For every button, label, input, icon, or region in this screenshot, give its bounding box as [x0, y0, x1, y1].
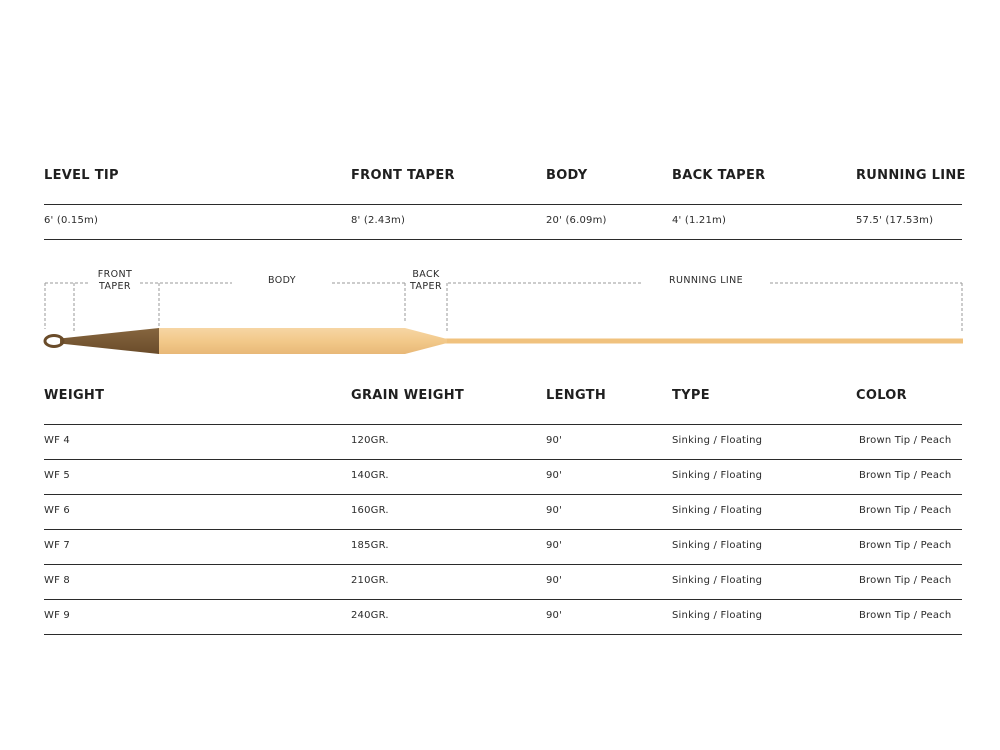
- header-running-line: RUNNING LINE: [856, 168, 966, 183]
- header-front-taper: FRONT TAPER: [351, 168, 455, 183]
- fly-line-svg: [0, 255, 1000, 365]
- cell-color: Brown Tip / Peach: [859, 610, 952, 621]
- header-back-taper: BACK TAPER: [672, 168, 766, 183]
- cell-type: Sinking / Floating: [672, 540, 763, 551]
- cell-grain-weight: 160GR.: [351, 505, 389, 516]
- header-type: TYPE: [672, 388, 710, 403]
- cell-color: Brown Tip / Peach: [859, 505, 952, 516]
- value-front-taper: 8' (2.43m): [351, 215, 406, 226]
- cell-length: 90': [546, 435, 563, 446]
- cell-grain-weight: 120GR.: [351, 435, 389, 446]
- value-level-tip: 6' (0.15m): [44, 215, 99, 226]
- diagram-label-back-taper: BACK TAPER: [410, 269, 442, 292]
- running-line-segment: [440, 339, 963, 344]
- cell-type: Sinking / Floating: [672, 470, 763, 481]
- cell-type: Sinking / Floating: [672, 575, 763, 586]
- cell-weight: WF 4: [44, 435, 70, 446]
- table-row: [0, 425, 1000, 460]
- cell-weight: WF 8: [44, 575, 70, 586]
- cell-length: 90': [546, 575, 563, 586]
- cell-weight: WF 5: [44, 470, 70, 481]
- cell-type: Sinking / Floating: [672, 435, 763, 446]
- value-body: 20' (6.09m): [546, 215, 607, 226]
- table-row: [0, 530, 1000, 565]
- segment-guides: [45, 283, 962, 331]
- table-row: [0, 495, 1000, 530]
- taper-header-rule: [44, 204, 962, 205]
- taper-bottom-rule: [44, 239, 962, 240]
- cell-color: Brown Tip / Peach: [859, 575, 952, 586]
- diagram-label-running-line: RUNNING LINE: [668, 275, 744, 286]
- cell-weight: WF 6: [44, 505, 70, 516]
- cell-type: Sinking / Floating: [672, 610, 763, 621]
- cell-length: 90': [546, 610, 563, 621]
- cell-grain-weight: 185GR.: [351, 540, 389, 551]
- diagram-label-body: BODY: [267, 275, 297, 286]
- fly-line-diagram: [0, 255, 1000, 365]
- value-running-line: 57.5' (17.53m): [856, 215, 934, 226]
- header-color: COLOR: [856, 388, 907, 403]
- cell-grain-weight: 140GR.: [351, 470, 389, 481]
- cell-length: 90': [546, 505, 563, 516]
- cell-color: Brown Tip / Peach: [859, 540, 952, 551]
- cell-color: Brown Tip / Peach: [859, 470, 952, 481]
- header-length: LENGTH: [546, 388, 607, 403]
- value-back-taper: 4' (1.21m): [672, 215, 727, 226]
- table-row: [0, 600, 1000, 635]
- diagram-label-front-taper: FRONT TAPER: [97, 269, 133, 292]
- cell-grain-weight: 210GR.: [351, 575, 389, 586]
- cell-type: Sinking / Floating: [672, 505, 763, 516]
- cell-color: Brown Tip / Peach: [859, 435, 952, 446]
- cell-weight: WF 9: [44, 610, 70, 621]
- cell-length: 90': [546, 470, 563, 481]
- cell-weight: WF 7: [44, 540, 70, 551]
- body-segment: [158, 328, 447, 354]
- header-weight: WEIGHT: [44, 388, 105, 403]
- table-row: [0, 460, 1000, 495]
- header-body: BODY: [546, 168, 588, 183]
- cell-grain-weight: 240GR.: [351, 610, 389, 621]
- row-divider: [44, 634, 962, 635]
- header-level-tip: LEVEL TIP: [44, 168, 119, 183]
- cell-length: 90': [546, 540, 563, 551]
- header-grain-weight: GRAIN WEIGHT: [351, 388, 465, 403]
- table-row: [0, 565, 1000, 600]
- front-taper-segment: [60, 328, 159, 354]
